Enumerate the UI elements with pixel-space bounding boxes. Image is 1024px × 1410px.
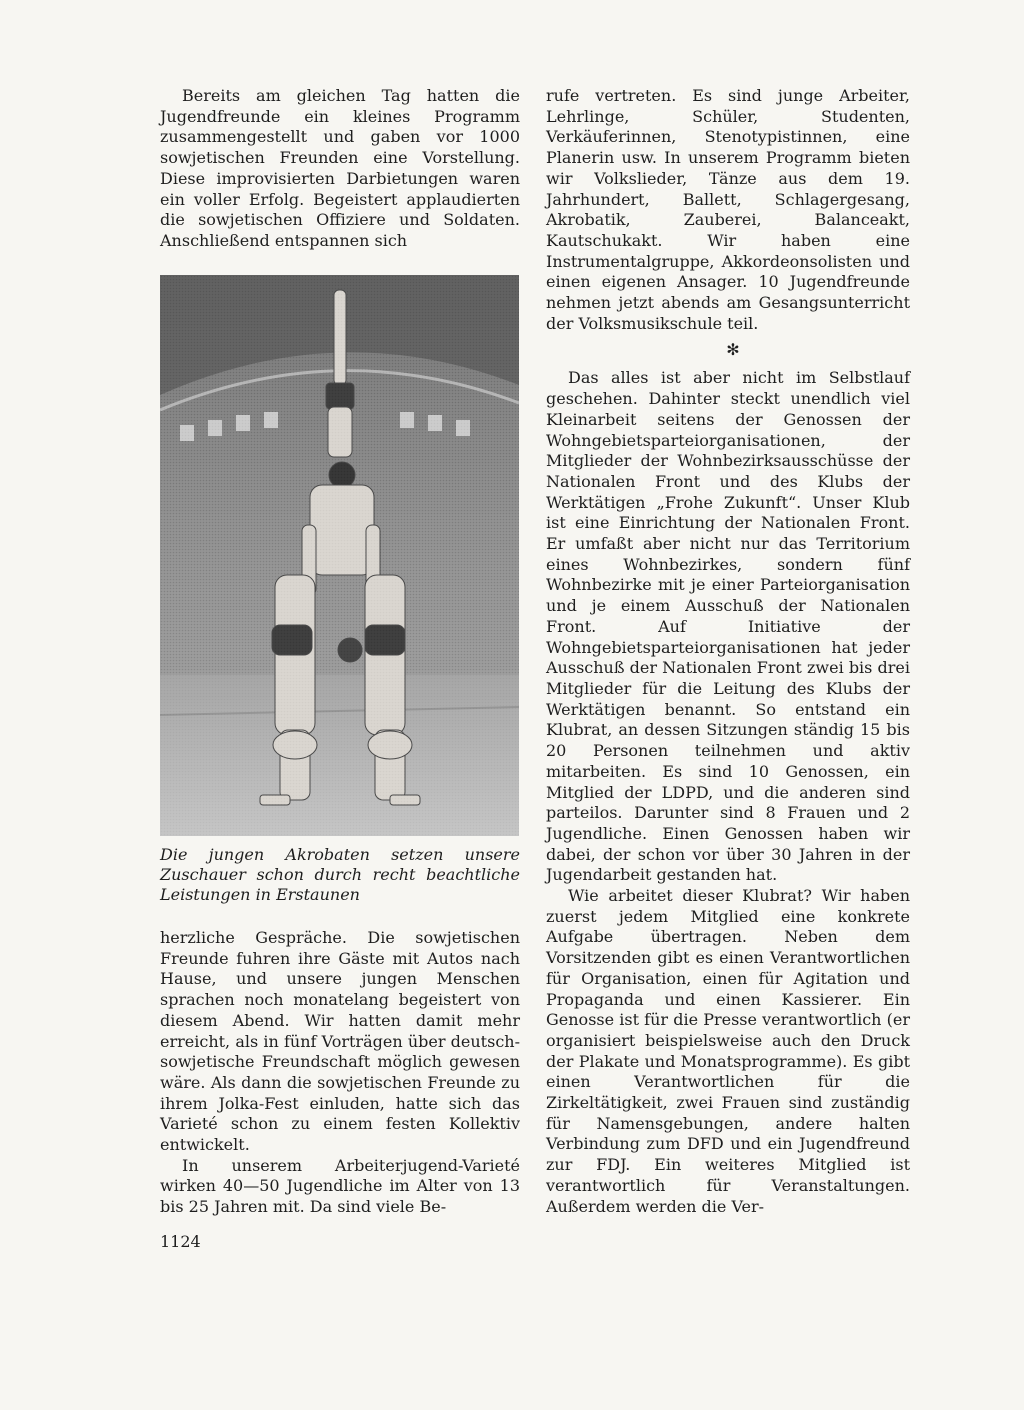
acrobats-photo	[160, 275, 519, 836]
acrobats-photo-image	[160, 275, 519, 836]
paragraph: Wie arbeitet dieser Klubrat? Wir haben zuerst jedem Mitglied eine konkrete Aufgabe übertragen. Neben dem Vorsitzenden gibt es einen Verantwortlichen für Organisation, einen für Agitation und Propaganda und einen Kassierer. Ein Genosse ist für die Presse verantwortlich (er organisiert beispielsweise auch den Druck der Plakate und Monatsprogramme). Es gibt einen Verantwortlichen für die Zirkeltätigkeit, zwei Frauen sind zuständig für Namensgebungen, andere halten Verbindung zum DFD und ein Jugendfreund zur FDJ. Ein weiteres Mitglied ist verantwortlich für Veranstaltungen. Außerdem werden die Ver-	[546, 886, 910, 1216]
left-column-bottom	[160, 928, 520, 1218]
left-column-top	[160, 86, 520, 252]
page-number: 1124	[160, 1232, 201, 1251]
paragraph: herzliche Gespräche. Die sowjetischen Freunde fuhren ihre Gäste mit Autos nach Hause, und unsere jungen Menschen sprachen noch monatelang begeistert von diesem Abend. Wir hatten damit mehr erreicht, als in fünf Vorträgen über deutsch-sowjetische Freundschaft möglich gewesen wäre. Als dann die sowjetischen Freunde zu ihrem Jolka-Fest einluden, hatte sich das Varieté schon zu einem festen Kollektiv entwickelt.	[160, 928, 520, 1155]
section-separator: ✻	[726, 340, 740, 360]
right-column	[546, 86, 910, 1217]
paragraph: rufe vertreten. Es sind junge Arbeiter, Lehrlinge, Schüler, Studenten, Verkäuferinnen, Stenotypistinnen, eine Planerin usw. In unserem Programm bieten wir Volkslieder, Tänze aus dem 19. Jahrhundert, Ballett, Schlagergesang, Akrobatik, Zauberei, Balanceakt, Kautschukakt. Wir haben eine Instrumentalgruppe, Akkordeonsolisten und einen eigenen Ansager. 10 Jugendfreunde nehmen jetzt abends am Gesangsunterricht der Volksmusikschule teil.	[546, 86, 910, 333]
paragraph: Das alles ist aber nicht im Selbstlauf geschehen. Dahinter steckt unendlich viel Kleinarbeit seitens der Genossen der Wohngebietsparteiorganisationen, der Mitglieder der Wohnbezirksausschüsse der Nationalen Front und des Klubs der Werktätigen „Frohe Zukunft“. Unser Klub ist eine Einrichtung der Nationalen Front. Er umfaßt aber nicht nur das Territorium eines Wohnbezirkes, sondern fünf Wohnbezirke mit je einer Parteiorganisation und je einem Ausschuß der Nationalen Front. Auf Initiative der Wohngebietsparteiorganisationen hat jeder Ausschuß der Nationalen Front zwei bis drei Mitglieder für die Leitung des Klubs der Werktätigen benannt. So entstand ein Klubrat, an dessen Sitzungen ständig 15 bis 20 Personen teilnehmen und aktiv mitarbeiten. Es sind 10 Genossen, ein Mitglied der LDPD, und die anderen sind parteilos. Darunter sind 8 Frauen und 2 Jugendliche. Einen Genossen haben wir dabei, der schon vor über 30 Jahren in der Jugendarbeit gestanden hat.	[546, 368, 910, 885]
paragraph: Bereits am gleichen Tag hatten die Jugendfreunde ein kleines Programm zusammengestellt und gaben vor 1000 sowjetischen Freunden eine Vorstellung. Diese improvisierten Darbietungen waren ein voller Erfolg. Begeistert applaudierten die sowjetischen Offiziere und Soldaten. Anschließend entspannen sich	[160, 86, 520, 250]
photo-caption: Die jungen Akrobaten setzen unsere Zuschauer schon durch recht beachtliche Leistungen in Erstaunen	[160, 845, 520, 904]
paragraph: In unserem Arbeiterjugend-Varieté wirken 40—50 Jugendliche im Alter von 13 bis 25 Jahren mit. Da sind viele Be-	[160, 1155, 520, 1217]
